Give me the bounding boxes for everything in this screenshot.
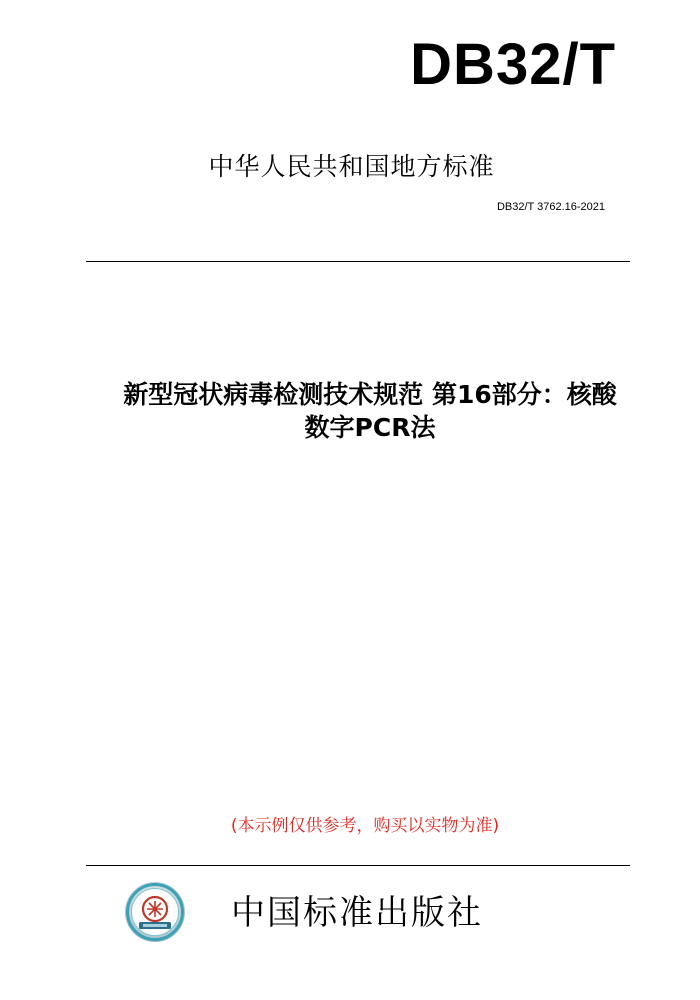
publisher-seal-icon xyxy=(124,881,186,943)
standard-type-heading xyxy=(0,154,700,179)
title-line-1: 新型冠状病毒检测技术规范 第16部分：核酸 xyxy=(123,380,617,409)
standard-type-text: 中华人民共和国地方标准 xyxy=(208,152,495,181)
standard-code: DB32/T xyxy=(410,32,616,97)
standard-number: DB32/T 3762.16-2021 xyxy=(496,201,605,213)
document-title xyxy=(40,378,700,444)
bottom-divider xyxy=(86,865,630,866)
sample-notice: (本示例仅供参考，购买以实物为准) xyxy=(230,816,500,836)
top-divider xyxy=(86,261,630,262)
title-line-2: 数字PCR法 xyxy=(304,413,436,442)
publisher-name: 中国标准出版社 xyxy=(231,893,483,933)
